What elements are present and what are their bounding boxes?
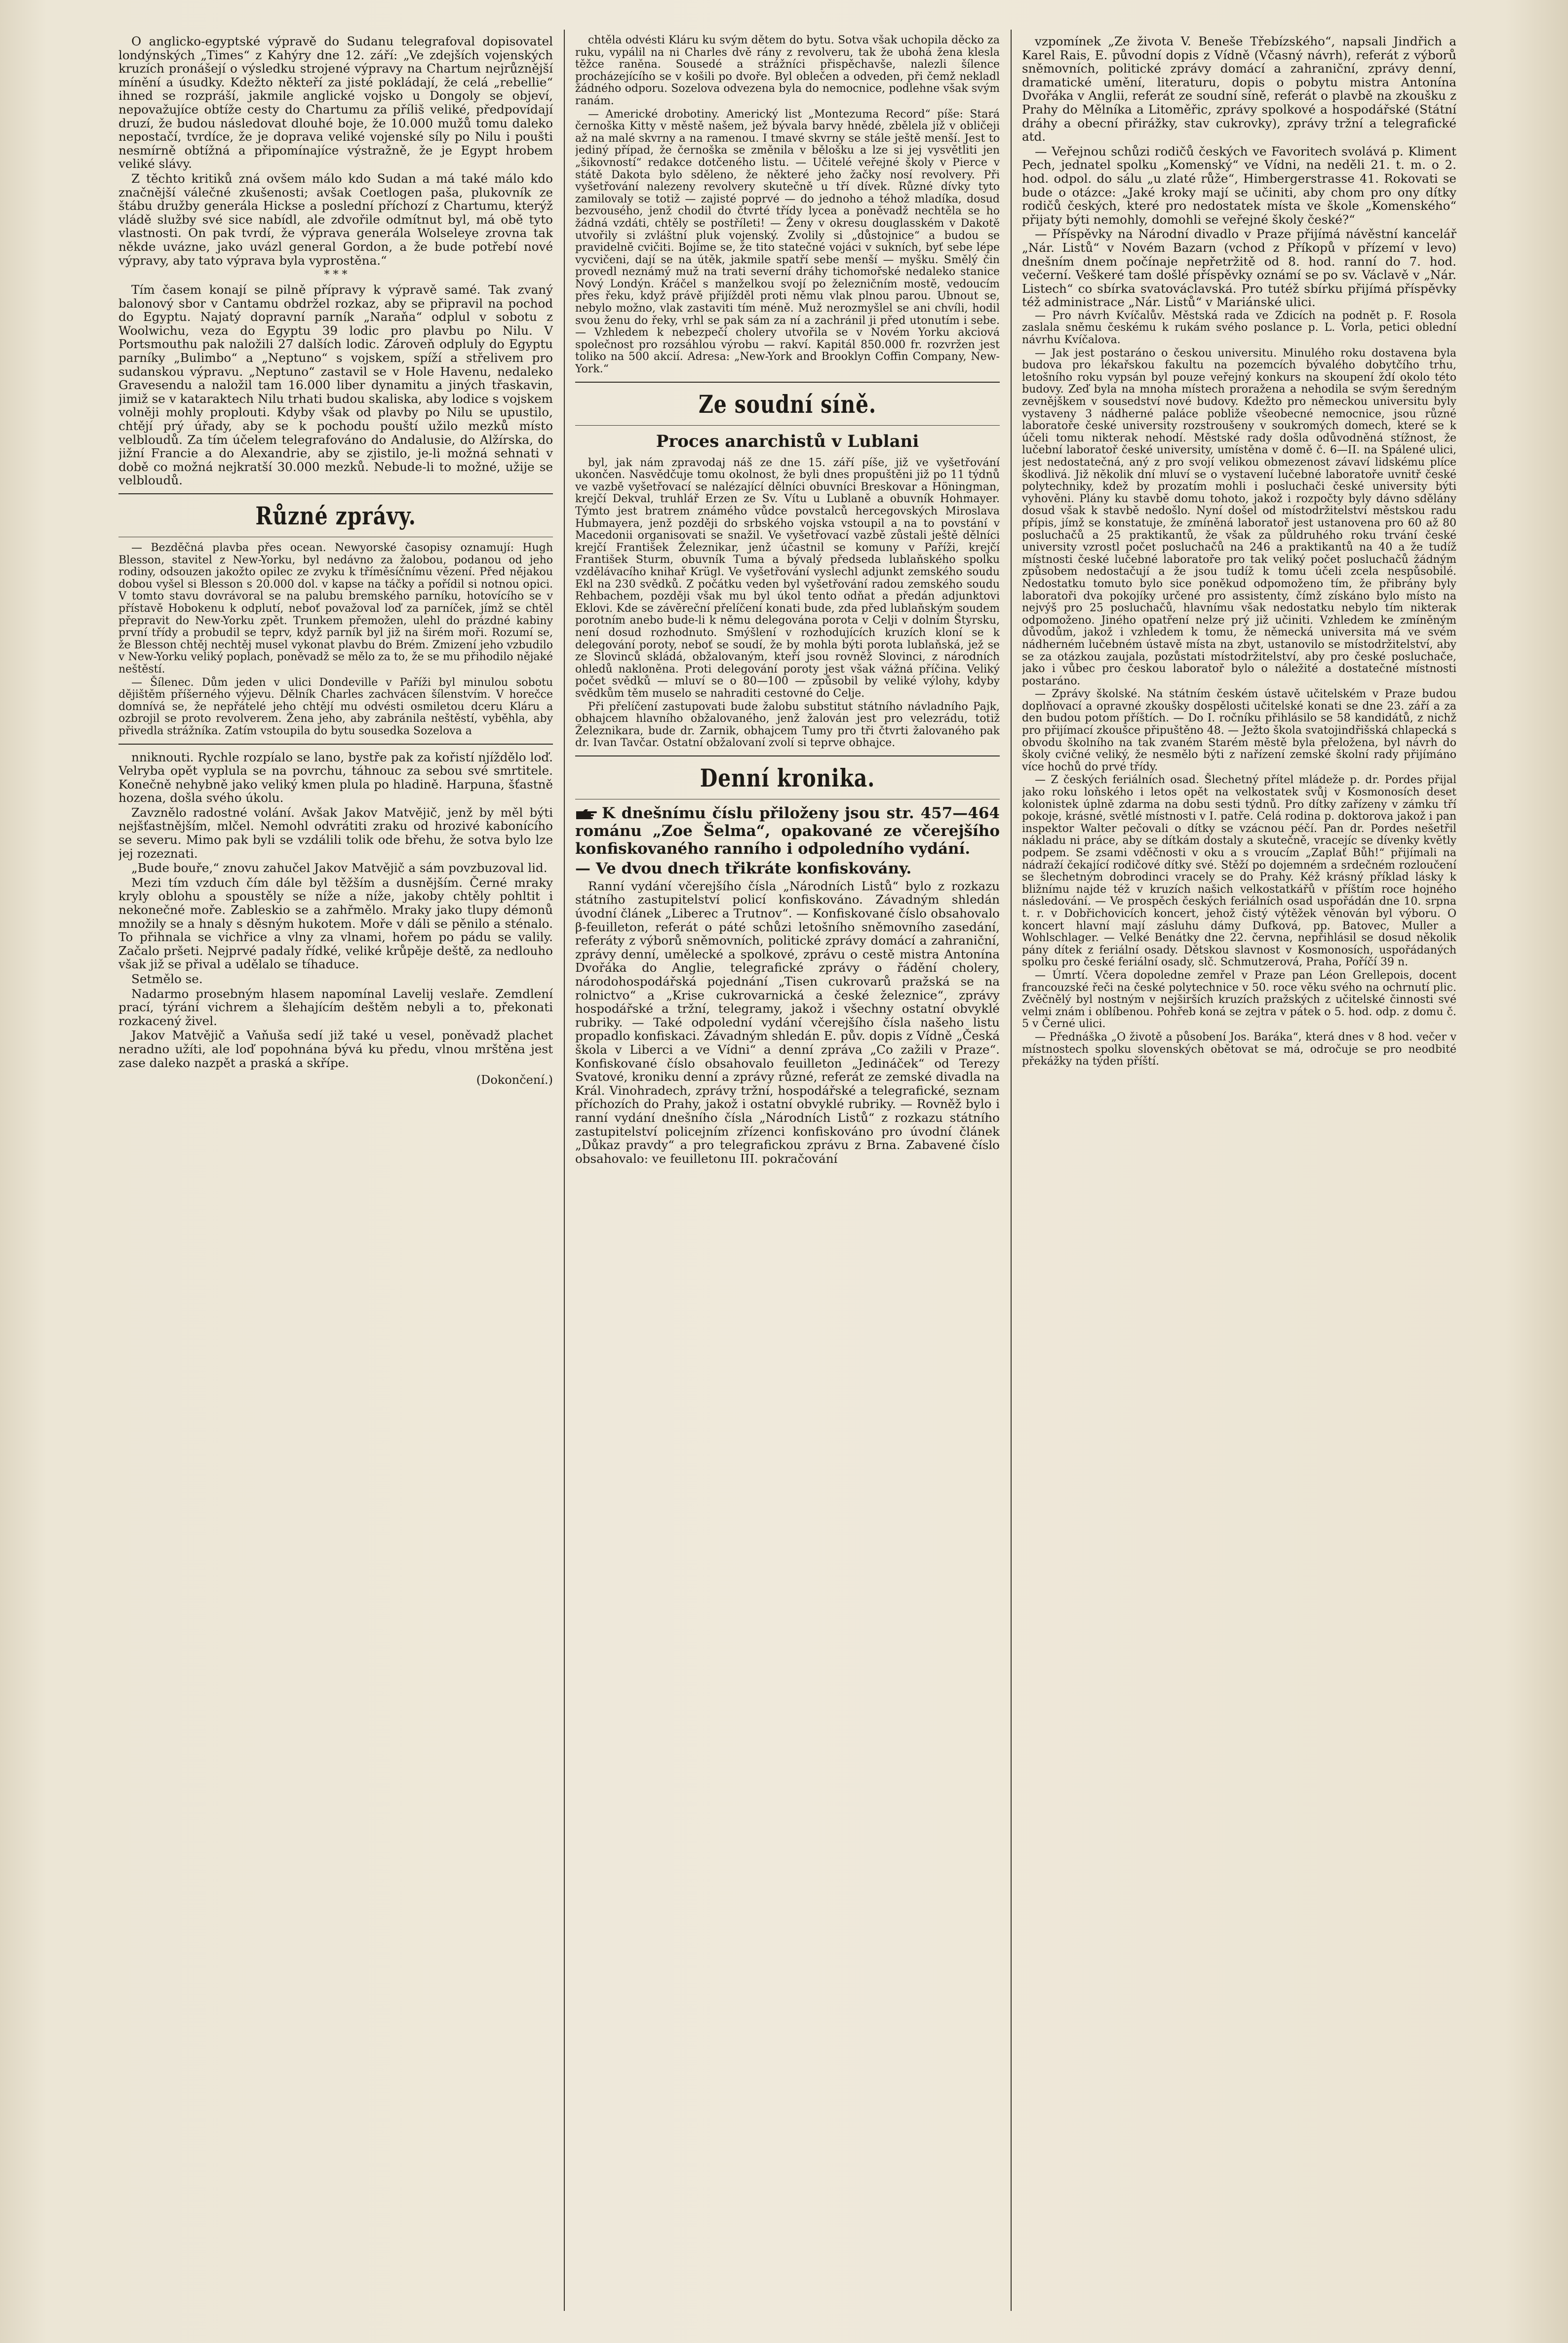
feuilleton-paragraph: Nadarmo prosebným hlasem napomínal Lavelij veslaře. Zemdlení prací, týrání vichrem a šlehajícím deštěm nebyli a to, překonati rozkacený živel.: [118, 986, 553, 1028]
feuilleton-paragraph: Mezi tím vzduch čím dále byl těžším a dusnějším. Černé mraky kryly oblohu a spoustěly se níže a níže, jakoby chtěly pohltit i nekonečné moře. Zableskio se a zahřmělo. Mraky jako tlupy démonů množily se a hnaly s děsným hukotem. Moře v dáli se pěnilo a sténalo. To přihnala se vichřice a vlny za vlnami, hořem po pádu se valily. Začalo pršeti. Nejprvé padaly řídké, veliké krůpěje deště, za nedlouho však již se přival a udělalo se tíhaduce.: [118, 875, 553, 972]
section-title: Denní kronika.: [700, 763, 875, 793]
article-paragraph: O anglicko-egyptské výpravě do Sudanu telegrafoval dopisovatel londýnských „Times“ z Kahýry dne 12. září: „Ve zdejších vojenských kruzích pronášejí o výsledku strojené výpravy na Chartum nejrůznější mínění a úsudky. Kdežto někteří za jisté pokládají, že celá „rebellie“ ihned se rozpráší, jakmile anglické vojsko u Dongoly se objeví, nepovažujíce obtíže cesty do Chartumu za příliš veliké, předpovídají druzí, že budou následovat dlouhé boje, že 10.000 mužů tomu daleko nepostačí, tvrdíce, že je doprava veliké vojenské síly po Nilu i poušti nesmírně obtížná a připomínajíce výstražně, že je Egypt hrobem veliké slávy.: [118, 35, 553, 171]
column-left: [118, 35, 553, 2311]
feuilleton-paragraph: „Bude bouře,“ znovu zahučel Jakov Matvějič a sám povzbuzoval lid.: [131, 861, 548, 875]
column-middle: [575, 35, 1000, 2311]
news-item: chtěla odvésti Kláru ku svým dětem do bytu. Sotva však uchopila děcko za ruku, vypálil na ni Charles dvě rány z revolveru, tak že ubohá žena klesla těžce raněna. Sousedé a strážníci přispěchavše, nalezli šílence procházejícího se v košili po dvoře. Byl oblečen a odveden, při čemž nekladl žádného odporu. Sozelova odvezena byla do nemocnice, podlehne však svým ranám.: [575, 35, 1000, 107]
news-item: — Veřejnou schůzi rodičů českých ve Favoritech svolává p. Kliment Pech, jednatel spolku „Komenský“ ve Vídni, na neděli 21. t. m. o 2. hod. odpol. do sálu „u zlaté růže“, Himbergerstrasse 41. Rokovati se bude o otázce: „Jaké kroky mají se učiniti, aby chom pro ony dítky rodičů českých, které pro nedostatek místa ve škole „Komenského“ přijaty býti nemohly, domohli se veřejné školy české?“: [1022, 144, 1456, 227]
divider: [575, 755, 1000, 756]
feuilleton-paragraph: Setmělo se.: [131, 972, 203, 986]
article-paragraph: Z těchto kritiků zná ovšem málo kdo Sudan a má také málo kdo značnější válečné zkušenosti; avšak Coetlogen paša, plukovník ze štábu družby generála Hickse a poslední příchozí z Chartumu, kterýž vládě služby své sice nabídl, ale zdvořile odmítnut byl, má obě tyto vlastnosti. On pak tvrdí, že výprava generála Wolseleye zrovna tak někde uvázne, jako uvázl general Gordon, a že bude potřebí nové výpravy, aby tato výprava byla vyprostěna.“: [118, 171, 553, 268]
notice-headline: — Ve dvou dnech třikráte konfiskovány.: [575, 859, 912, 877]
news-item: vzpomínek „Ze života V. Beneše Třebízského“, napsali Jindřich a Karel Rais, E. původní dopis z Vídně (Včasný návrh), referát z výborů sněmovních, politické zprávy domácí a zahraniční, zprávy denní, dramatické umění, literaturu, dopis o pobytu mistra Antonína Dvořáka v Anglii, referát ze soudní síně, referát o plavbě na zkoušku z Prahy do Mělníka a Litoměřic, zprávy spolkové a hospodářské (Státní dráhy a obecní přirážky, stav cukrovky), zprávy tržní a telegrafické atd.: [1022, 35, 1456, 144]
divider: [575, 382, 1000, 383]
continuation-note: (Dokončení.): [476, 1073, 553, 1087]
section-title: Ze soudní síně.: [699, 389, 876, 419]
section-divider-stars: * * *: [324, 269, 348, 281]
news-item: — Přednáška „O životě a působení Jos. Baráka“, která dnes v 8 hod. večer v místnostech spolku slovenských obětovat se má, odročuje se pro neodbité překážky na týden příští.: [1022, 1031, 1456, 1068]
news-item: — Příspěvky na Národní divadlo v Praze přijímá návěstní kancelář „Nár. Listů“ v Novém Bazarn (vchod z Příkopů v přízemí v levo) dnešním dnem počínaje nepřetržitě od 8. hod. ranní do 7. hod. večerní. Veškeré tam došlé příspěvky oznámí se po sv. Václavě v „Nár. Listech“ co sbírka svatováclavská. Pro tutéž sbírku přijímá příspěvky též administrace „Nár. Listů“ v Mariánské ulici.: [1022, 227, 1456, 310]
divider: [575, 425, 1000, 426]
news-item: Ranní vydání včerejšího čísla „Národních Listů“ bylo z rozkazu státního zastupitelství policí konfiskováno. Závadným shledán úvodní článek „Liberec a Trutnov“. — Konfiskované číslo obsahovalo β-feuilleton, referát o páté schůzi letošního sněmovního zasedání, referáty z výborů sněmovních, politické zprávy domácí a zahraniční, zprávy denní, umělecké a spolkové, zprávu o cestě mistra Antonína Dvořáka do Anglie, telegrafické zprávy o řádění cholery, národohospodářská pojednání „Tisen cukrovarů pražská se na rolnictvo“ a „Krise cukrovarnická a české železnice“, zprávy hospodářské a tržní, telegramy, jakož i všechny ostatní obvyklé rubriky. — Také odpolední vydání včerejšího čísla našeho listu propadlo konfiskaci. Závadným shledán E. pův. dopis z Vídně „Česká škola v Liberci a ve Vídni“ a denní zpráva „Co zažili v Praze“. Konfiskované číslo obsahovalo feuilleton „Jedináček“ od Terezy Svatové, kroniku denní a zprávy různé, referát ze zemské divadla na Král. Vinohradech, zprávy tržní, hospodářské a telegrafické, seznam příchozích do Prahy, jakož i ostatní obvyklé rubriky. — Rovněž bylo i ranní vydání dnešního čísla „Národních Listů“ z rozkazu státního zastupitelství policejním zřízenci konfiskováno pro úvodní článek „Důkaz pravdy“ a pro telegrafickou zprávu z Brna. Zabavené číslo obsahovalo: ve feuilletonu III. pokračování: [575, 878, 1000, 1166]
notice-text: K dnešnímu číslu přiloženy jsou str. 457—464 románu „Zoe Šelma“, opakované ze včerejšího konfiskovaného ranního i odpoledního vydání.: [575, 804, 1000, 858]
news-item: — Bezděčná plavba přes ocean. Newyorské časopisy oznamují: Hugh Blesson, stavitel z New-Yorku, byl nedávno za žalobou, podanou od jeho rodiny, odsouzen jakožto opilec ze zvyku k tříměsíčnímu vězení. Před nějakou dobou vyšel si Blesson s 20.000 dol. v kapse na táčky a pořídil si notnou opici. V tomto stavu dovrávoral se na palubu bremského parníku, hotovícího se v přístavě Hobokenu k odplutí, neboť považoval loď za parníček, jímž se chtěl přepravit do New-Yorku zpět. Trunkem přemožen, ulehl do prázdné kabiny první třídy a probudil se teprv, když parník byl již na širém moři. Rozumí se, že Blesson chtěj nechtěj musel vykonat plavbu do Brém. Zmizení jeho vzbudilo v New-Yorku veliký poplach, poněvadž se mělo za to, že se mu přihodilo nějaké neštěstí.: [118, 542, 553, 675]
news-item: — Jak jest postaráno o českou universitu. Minulého roku dostavena byla budova pro lékařskou fakultu na pozemcích bývalého dobytčího trhu, letošního roku vypsán byl pouze veřejný konkurs na skoupení ždí okolo této budovy. Zeď byla na mnoha místech proražena a nehodila se svým šeredným zevnějškem v sousedství nové budovy. Kdežto pro německou universitu byly vystaveny 3 nádherné paláce pobliže všeobecné nemocnice, jsou různé laboratoře české university rozstroušeny v soukromých domech, které se k účeli tomu nikterak nehodí. Městské rady došla odůvodněná stížnost, že lučební laboratoř české university, umístěna v domě č. 6—II. na Spálené ulici, jest nedostatečná, aný z pro svojí velikou obmezenost závaví lidskému plíce škodlivá. Již několik dní mluví se o vystavení lučebné laboratoře uvnitř české polytechniky, kdež by prozatím mohli i posluchači české university býti vyhověni. Plány ku stavbě domu tohoto, jakož i rozpočty byly dávno sdělány dosud však k stavbě nedošlo. Nyní došel od místodržitelství městskou radu přípis, jímž se konstatuje, že zmíněná laboratoř jest ustanovena pro 60 až 80 posluchačů a 25 praktikantů, že však za půldruhého roku trvání české university vzrostl počet posluchačů na 246 a praktikantů na 40 a že tudíž místnosti české lučebné laboratoře pro tak veliký počet posluchačů žádným způsobem nedostačují a že jsou tudíž k tomu účeli zcela nespůsobilé. Nedostatku tomuto bylo sice poněkud odpomoženo tím, že přibrány byly laboratoři dva pokojíky určené pro assistenty, čímž získáno bylo místo na nejvýš pro 25 posluchačů, hlavnímu však nedostatku nebylo tím nikterak odpomoženo. Jiného opatření nelze prý již učiniti. Vzhledem ke zmíněným důvodům, jakož i vzhledem k tomu, že německá universita má ve svém nádherném lučebném ústavě místa na zbyt, ustanovilo se místodržitelství, aby se za otázkou zaujala, pozůstati místodržitelství, aby pro české posluchače, jako i vůbec pro českou laboratoř bylo o náležité a dostatečné místnosti postaráno.: [1022, 347, 1456, 687]
feuilleton-paragraph: Jakov Matvějič a Vaňuša sedí již také u vesel, poněvadž plachet neradno užíti, ale loď popohnána bývá ku předu, vlnou mrštěna jest zase daleko nazpět a praská a skřípe.: [118, 1028, 553, 1070]
article-paragraph: Při přelíčení zastupovati bude žalobu substitut státního návladního Pajk, obhajcem hlavního obžalovaného, jenž žalován jest pro velezrádu, totiž Železnikara, bude dr. Zarnik, obhajcem Tumy pro tři čtvrti žalovaného pak dr. Ivan Tavčar. Ostatní obžalovaní zvolí si teprve obhajce.: [575, 700, 1000, 750]
article-title: Proces anarchistů v Lublani: [656, 431, 919, 451]
feuilleton-paragraph: nniknouti. Rychle rozpíalo se lano, bystře pak za kořistí njíždělo loď. Velryba opět vyplula se na povrchu, táhnouc za sebou své smrtitele. Konečně nehybně jako veliký kmen plula po hladině. Harpuna, šťastně hozena, došla svého úkolu.: [118, 750, 553, 805]
news-item: — Pro návrh Kvíčalův. Městská rada ve Zdicích na podnět p. F. Rosola zaslala sněmu českému k rukám svého poslance p. L. Vorla, petici oblední návrhu Kvíčalova.: [1022, 309, 1456, 347]
column-right: [1022, 35, 1456, 2311]
pointing-hand-icon: [575, 808, 598, 819]
news-item: — Z českých feriálních osad. Šlechetný přítel mládeže p. dr. Pordes přijal jako roku loňského i letos opět na velkostatek svůj v Kosmonosích deset kolonistek úplně zdarma na dobu sesti týdnů. Pro dítky zařízeny v zámku tří pokoje, krásné, světlé místnosti v I. patře. Celá rodina p. doktorova jakož i pan inspektor Walter pečovali o dítky se vzácnou péčí. Pan dr. Pordes nešetřil nákladu ni práce, aby se dítkám dostaly a skutečně, vracejíc se dívenky květly podpem. Se zsami vděčnosti v oku a s vroucím „Zaplať Bůh!“ přijímali na nádraží čekající rodičové dítky své. Stěží po dojemném a srdečném rozloučení se šlechetným dobrodinci vracely se do Prahy. Kéž krásný příklad lásky k bližnímu najde též v kruzích našich velkostatkářů v příštím roce hojného následování. — Ve prospěch českých feriálních osad uspořádán dne 10. srpna t. r. v Dobřichovicích koncert, jehož čistý výtěžek věnován byl výboru. O koncert hlavní mají zásluhu dámy Dufková, pp. Batovec, Muller a Wohlschlager. — Velké Benátky dne 22. června, nepřihlásil se dosud několik pány dítek z feriální osady. Dětskou slavnost v Kosmonosích, uspořádaných spolku pro české feriální osady, slč. Schmutzerová, Praha, Poříčí 39 n.: [1022, 774, 1456, 969]
news-item: — Úmrtí. Včera dopoledne zemřel v Praze pan Léon Grellepois, docent francouzské řeči na české polytechnice v 50. roce věku svého na ochrnutí plic. Zvěčnělý byl nostným v nejširších kruzích pražských z učitelské činnosti své velmi znám i oblíbenou. Pohřeb koná se zejtra v pátek o 5. hod. odp. z domu č. 5 v Černé ulici.: [1022, 969, 1456, 1031]
column-rule: [1011, 30, 1012, 2311]
news-item: — Šílenec. Dům jeden v ulici Dondeville v Paříži byl minulou sobotu dějištěm příšerného výjevu. Dělník Charles zachvácen šílenstvím. V horečce domnívá se, že nepřátelé jeho chtějí mu odvésti osmiletou dceru Kláru a ozbrojil se proto revolverem. Žena jeho, aby zabránila neštěstí, vyběhla, aby přivedla strážníka. Zatím vstoupila do bytu sousedka Sozelova a: [118, 676, 553, 737]
article-paragraph: byl, jak nám zpravodaj náš ze dne 15. září píše, již ve vyšetřování ukončen. Nasvědčuje tomu okolnost, že byli dnes propuštěni již po 11 týdnů ve vazbě vyšetřovací se nalézající dělníci obuvníci Breskovar a Höningman, krejčí Dekval, truhlář Erzen ze Sv. Vítu u Lublaně a obuvník Hohmayer. Týmto jest bratrem známého vůdce povstalců hercegovských Miroslava Hubmayera, jenž později do srbského vojska vstoupil a na to povstání v Macedonii organisovati se snažil. Ve vyšetřovací vazbě zůstali ještě dělníci krejčí František Železnikar, jenž účastnil se komuny v Paříži, krejčí František Sturm, obuvník Tuma a bývalý předseda lublaňského spolku vzdělávacího knihař Krügl. Ve vyšetřování vyslechl adjunkt zemského soudu Ekl na 230 svědků. Z počátku veden byl vyšetřování radou zemského soudu Rehbachem, později však mu byl úkol tento odňat a předán adjunktovi Eklovi. Kde se závěreční přelíčení konati bude, zda před lublaňským soudem porotním anebo bude-li k němu delegována porota v Celji v dolním Štyrsku, není dosud rozhodnuto. Smýšlení v rozhodujících kruzích kloní se k delegování poroty, neboť se soudí, že by mohla býti porota lublaňská, jež se ze Slovinců skládá, obžalovaným, kteří jsou rovněž Slovinci, z národních ohledů nakloněna. Proti delegování poroty jest však vážná příčina. Veliký počet svědků — mluví se o 80—100 — způsobil by veliké výlohy, kdyby svědkům těm muselo se nahraditi cestovné do Celje.: [575, 456, 1000, 700]
news-item: — Zprávy školské. Na státním českém ústavě učitelském v Praze budou doplňovací a opravné zkoušky dospělosti učitelské konati se dne 23. září a za den budou potom příštích. — Do I. ročníku přihlásilo se 58 kandidátů, z nichž pro přijímací zkoušce připuštěno 48. — Ježto škola svatojindřišská chlapecká s obvodu školního na tak zvaném Starém městě byla přeložena, byl návrh do školy cvičné veliký, že nesmělo býti z nařízení zemské školní rady přijímáno více hochů do prvé třídy.: [1022, 688, 1456, 773]
divider: [118, 493, 553, 494]
news-item: — Americké drobotiny. Americký list „Montezuma Record“ píše: Stará černoška Kitty v městě našem, jež bývala barvy hnědé, zbělela již v obličeji až na malé skvrny a na ramenou. I tmavé skvrny se stále ještě menší. Jest to jediný případ, že černoška se změnila v bělošku a lze si jej vysvětliti jen „šikovností“ redakce dotčeného listu. — Učitelé veřejné školy v Pierce v státě Dakota bylo sděleno, že některé jeho žačky nosí revolvery. Při vyšetřování nalezeny revolvery skutečně u tří dívek. Různé dívky tyto zamilovaly se totiž — zajisté poprvé — do jednoho a téhož mladíka, dosud bezvousého, jenž chodil do čtvrté třídy lycea a poněvadž nechtěla se ho žádná vzdáti, chtěly se postříleti! — Ženy v okresu douglasském v Dakotě utvořily si zvláštní pluk vojenský. Zvolily si „důstojnice“ a budou se pravidelně cvičiti. Bojíme se, že tito statečné vojáci v sukních, byť sebe lépe vycvičeni, dají se na útěk, jakmile spatří sebe menší — myšku. Smělý čin provedl neznámý muž na trati severní dráhy tichomořské nedaleko stanice Nový Londýn. Kráčel s manželkou svojí po železničním mostě, vedoucím přes řeku, když právě přijížděl proti němu vlak plnou parou. Ubnout se, nebylo možno, vlak zastaviti tím méně. Muž nerozmyšlel se ani chvíli, hodil svou ženu do řeky, vrhl se pak sám za ní a zachránil ji před utonutím i sebe. — Vzhledem k nebezpečí cholery utvořila se v Novém Yorku akciová společnost pro rozsáhlou výrobu — rakví. Kapitál 850.000 fr. rozvržen jest toliko na 500 akcií. Adresa: „New-York and Brooklyn Coffin Company, New-York.“: [575, 108, 1000, 376]
notice-block: [575, 804, 1000, 858]
article-paragraph: Tím časem konají se pilně přípravy k výpravě samé. Tak zvaný balonový sbor v Cantamu obdržel rozkaz, aby se připravil na pochod do Egyptu. Najatý dopravní parník „Naraňa“ odplul v sobotu z Woolwichu, veza do Egyptu 39 lodic pro plavbu po Nilu. V Portsmouthu pak naložili 27 dalších lodic. Zároveň odpluly do Egyptu parníky „Bulimbo“ a „Neptuno“ s vojskem, spíží a střelivem pro sudanskou výpravu. „Neptuno“ zastavil se v Hole Havenu, nedaleko Gravesendu a naložil tam 16.000 liber dynamitu a jiných třaskavin, jimiž se v kataraktech Nilu trhati budou skaliska, aby lodice s vojskem volněji mohly proplouti. Kdyby však od plavby po Nilu se upustilo, chtějí prý úřady, aby se k pochodu pouští užilo mezků místo velbloudů. Za tím účelem telegrafováno do Andalusie, do Alžírska, do jižní Francie a do Alexandrie, aby se zjistilo, je-li možná sehnati v době co možná nejkratší 30.000 mezků. Nebude-li to možné, užije se velbloudů.: [118, 282, 553, 488]
section-title: Různé zprávy.: [255, 501, 416, 530]
column-rule: [564, 30, 565, 2311]
divider: [118, 744, 553, 745]
feuilleton-paragraph: Zavznělo radostné volání. Avšak Jakov Matvějič, jenž by měl býti nejšťastnějším, mlčel. Nemohl odvrátiti zraku od hrozivé kabonícího se severu. Mimo pak byli se vzdálili tolik ode břehu, že sotva bylo lze jej rozeznati.: [118, 805, 553, 861]
